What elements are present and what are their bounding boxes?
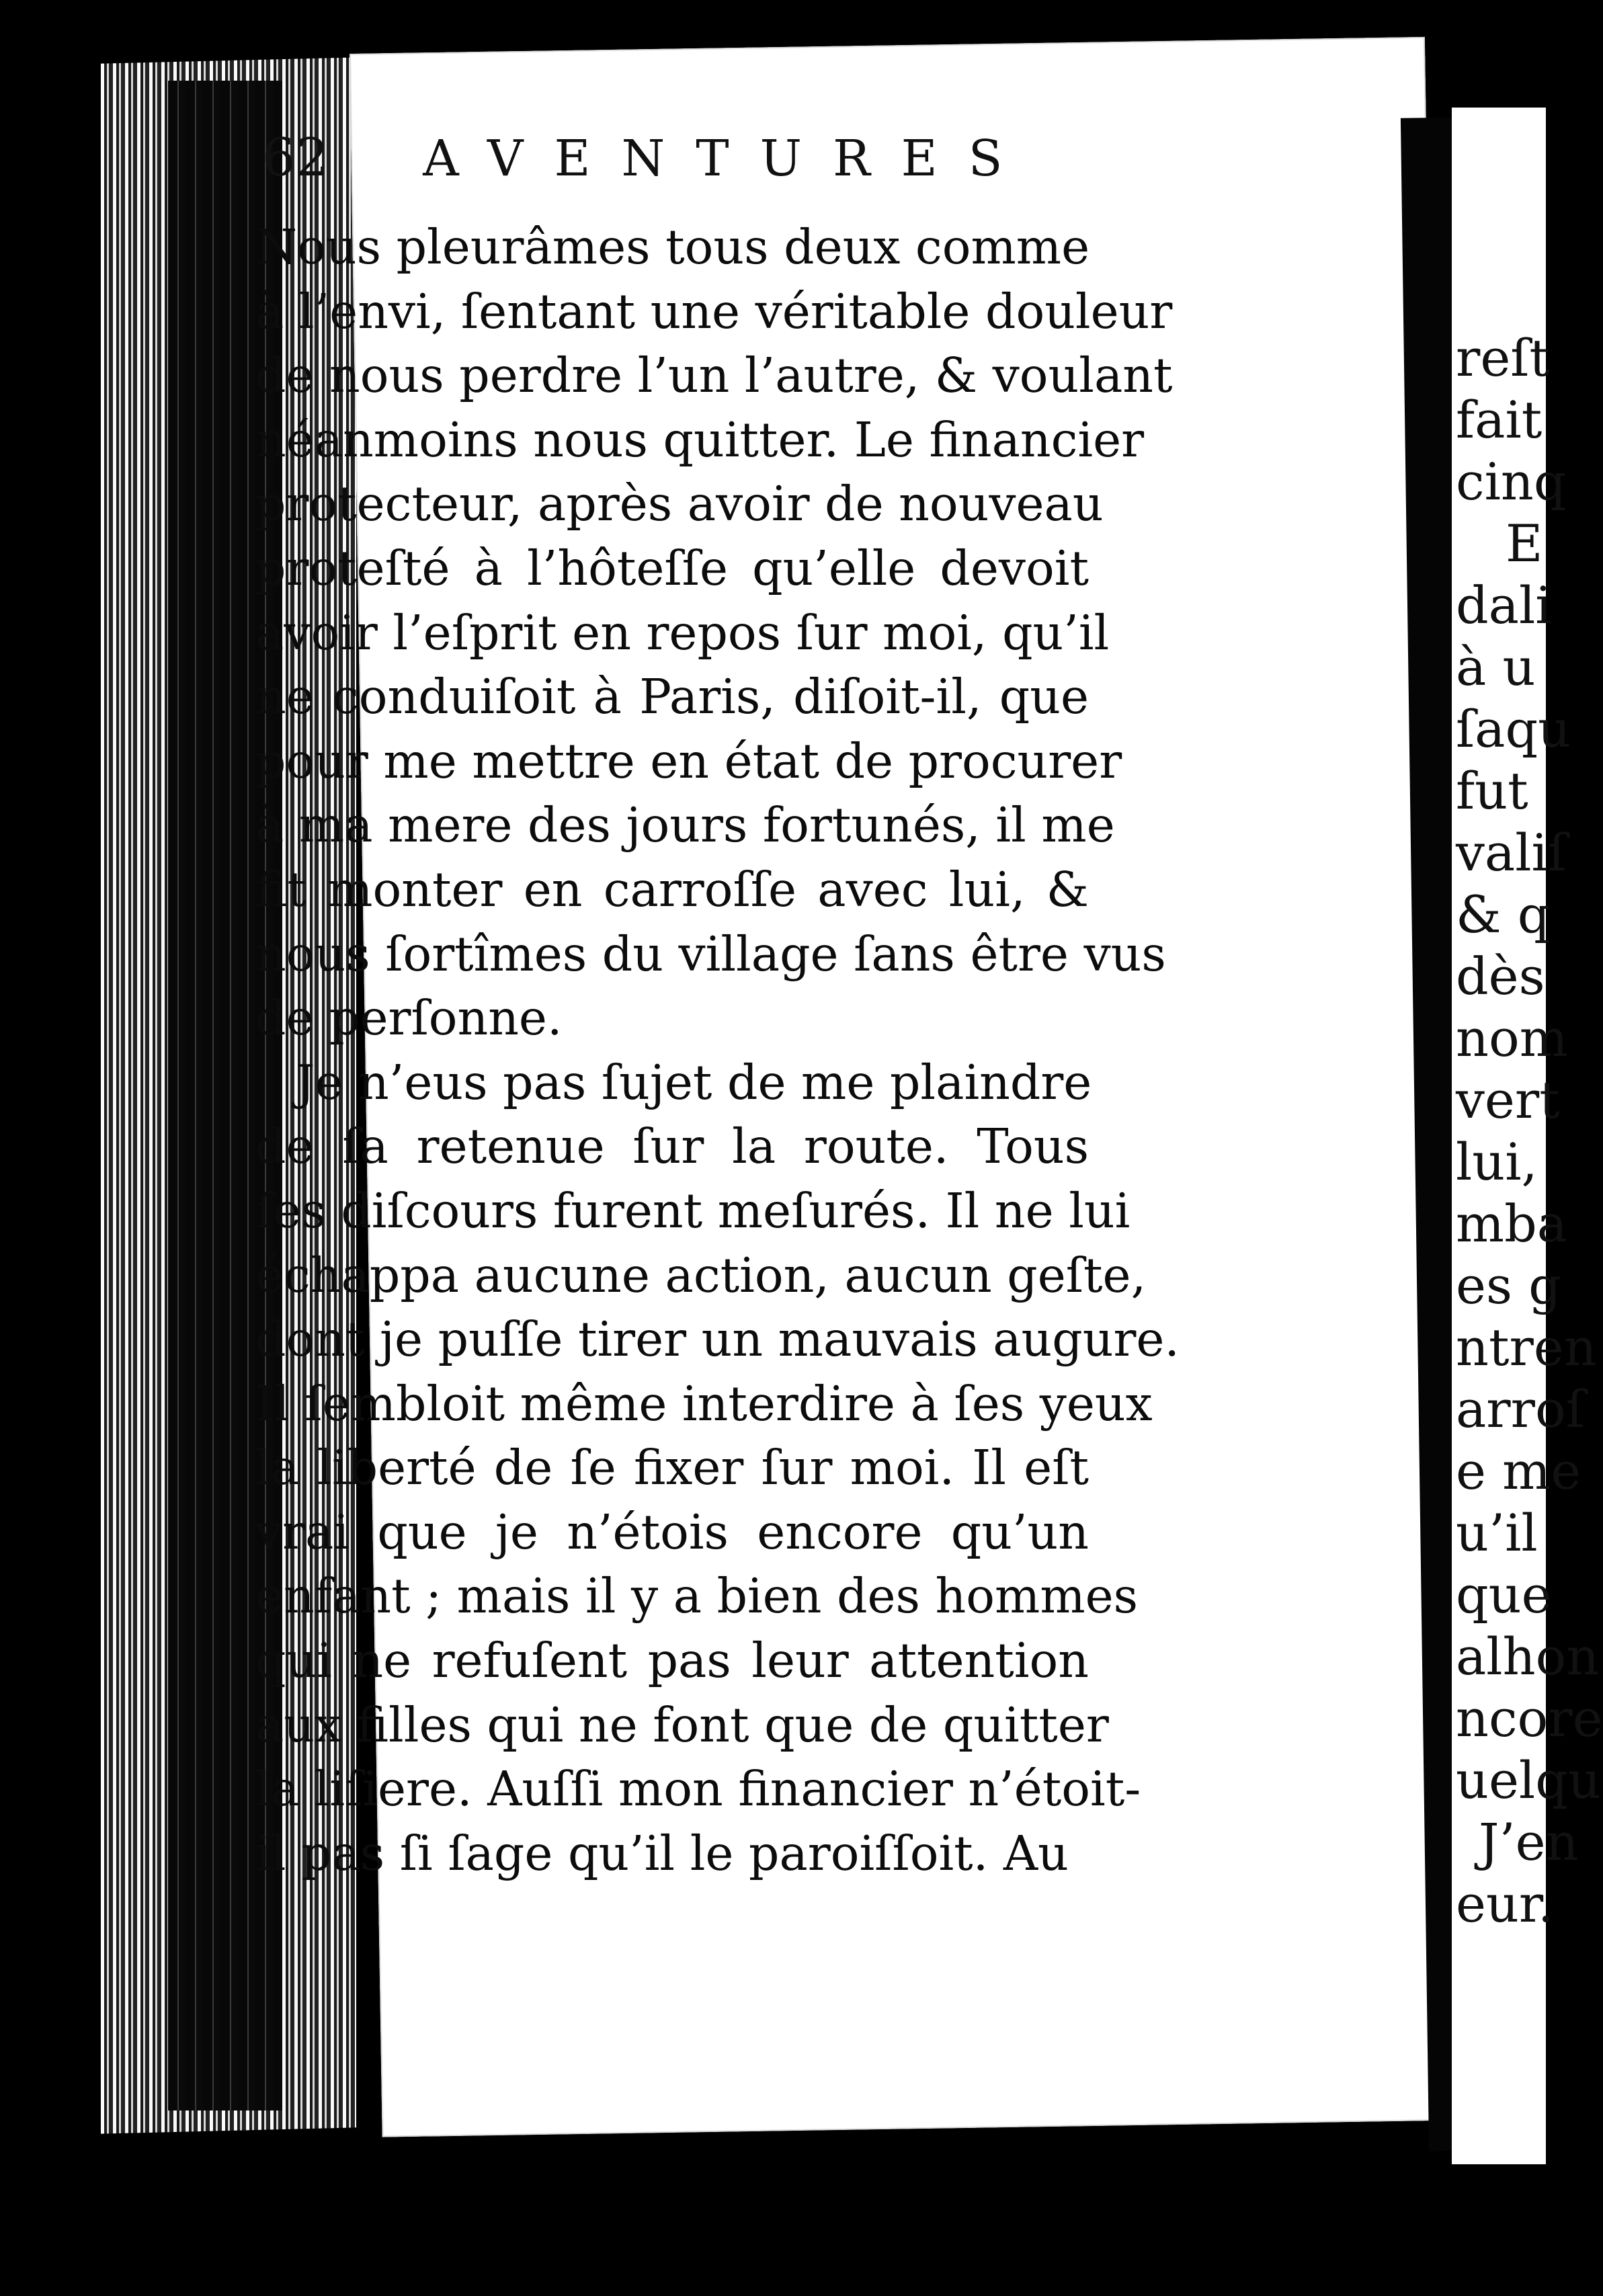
facing-fragment: reſt <box>1456 328 1550 388</box>
facing-fragment: ncore <box>1456 1688 1603 1748</box>
page-header <box>262 128 1136 188</box>
text-line: de perſonne. <box>255 990 563 1047</box>
text-line: la liſiere. Auſſi mon financier n’étoit- <box>255 1761 1141 1817</box>
facing-fragment: cinq <box>1456 452 1567 511</box>
text-line: nous ſortîmes du village ſans être vus <box>255 926 1166 982</box>
text-line: Nous pleurâmes tous deux comme <box>255 219 1090 275</box>
facing-fragment: arroſ <box>1456 1379 1585 1439</box>
facing-fragment: u’il <box>1456 1503 1538 1563</box>
text-line: de ſa retenue ſur la route. Tous <box>255 1118 1089 1175</box>
text-line: à l’envi, ſentant une véritable douleur <box>255 283 1173 339</box>
text-line: aux filles qui ne font que de quitter <box>255 1696 1109 1753</box>
facing-fragment: que <box>1456 1565 1552 1625</box>
running-title: AVENTURES <box>423 130 1034 188</box>
facing-page-edge <box>1452 108 1603 2164</box>
facing-fragment: lui, <box>1456 1132 1538 1192</box>
text-line: fit monter en carroſſe avec lui, & <box>255 861 1089 917</box>
facing-fragment: dali <box>1456 575 1552 635</box>
facing-fragment: nom <box>1456 1008 1568 1068</box>
text-line: avoir l’eſprit en repos ſur moi, qu’il <box>255 604 1110 661</box>
text-line: de nous perdre l’un l’autre, & voulant <box>255 347 1173 404</box>
facing-fragment: eur. <box>1456 1874 1555 1934</box>
facing-fragment: dès <box>1456 946 1545 1006</box>
facing-fragment: fut <box>1456 761 1528 821</box>
facing-fragment: à u <box>1456 637 1536 697</box>
text-line: à ma mere des jours fortunés, il me <box>255 797 1115 854</box>
facing-fragment: vert <box>1456 1070 1560 1130</box>
body-text <box>255 215 1180 1885</box>
facing-fragment: e me <box>1456 1441 1581 1501</box>
text-line: dont je puſſe tirer un mauvais augure. <box>255 1311 1180 1368</box>
facing-fragment: & q <box>1456 885 1551 944</box>
text-line: enfant ; mais il y a bien des hommes <box>255 1568 1139 1625</box>
facing-fragment: valiſ <box>1456 823 1567 883</box>
text-line: Je n’eus pas ſujet de me plaindre <box>296 1054 1092 1110</box>
text-line: Il ſembloit même interdire à ſes yeux <box>255 1375 1153 1432</box>
facing-fragment: ntren <box>1456 1317 1597 1377</box>
text-line: néanmoins nous quitter. Le financier <box>255 411 1145 468</box>
text-line: la liberté de ſe fixer ſur moi. Il eſt <box>255 1440 1089 1496</box>
facing-fragment: ſaqu <box>1456 699 1571 759</box>
page-number: 62 <box>262 128 329 188</box>
text-line: il pas ſi ſage qu’il le paroiſſoit. Au <box>255 1825 1069 1881</box>
facing-fragment: E <box>1506 514 1543 573</box>
facing-fragment: es g <box>1456 1256 1561 1315</box>
text-line: échappa aucune action, aucun geſte, <box>255 1247 1147 1303</box>
text-line: protecteur, après avoir de nouveau <box>255 476 1104 532</box>
facing-fragment: uelqu <box>1456 1750 1601 1810</box>
text-line: ne conduiſoit à Paris, diſoit-il, que <box>255 669 1089 725</box>
facing-fragment: fait <box>1456 390 1543 450</box>
text-line: proteſté à l’hôteſſe qu’elle devoit <box>255 540 1089 596</box>
text-line: ſes diſcours furent meſurés. Il ne lui <box>255 1182 1131 1239</box>
facing-fragment: J’en <box>1479 1812 1579 1872</box>
text-line: pour me mettre en état de procurer <box>255 733 1122 789</box>
text-line: qui ne refuſent pas leur attention <box>255 1633 1089 1689</box>
facing-fragment: alhon <box>1456 1627 1600 1686</box>
text-line: vrai que je n’étois encore qu’un <box>255 1504 1089 1560</box>
facing-fragment: mba <box>1456 1194 1568 1254</box>
